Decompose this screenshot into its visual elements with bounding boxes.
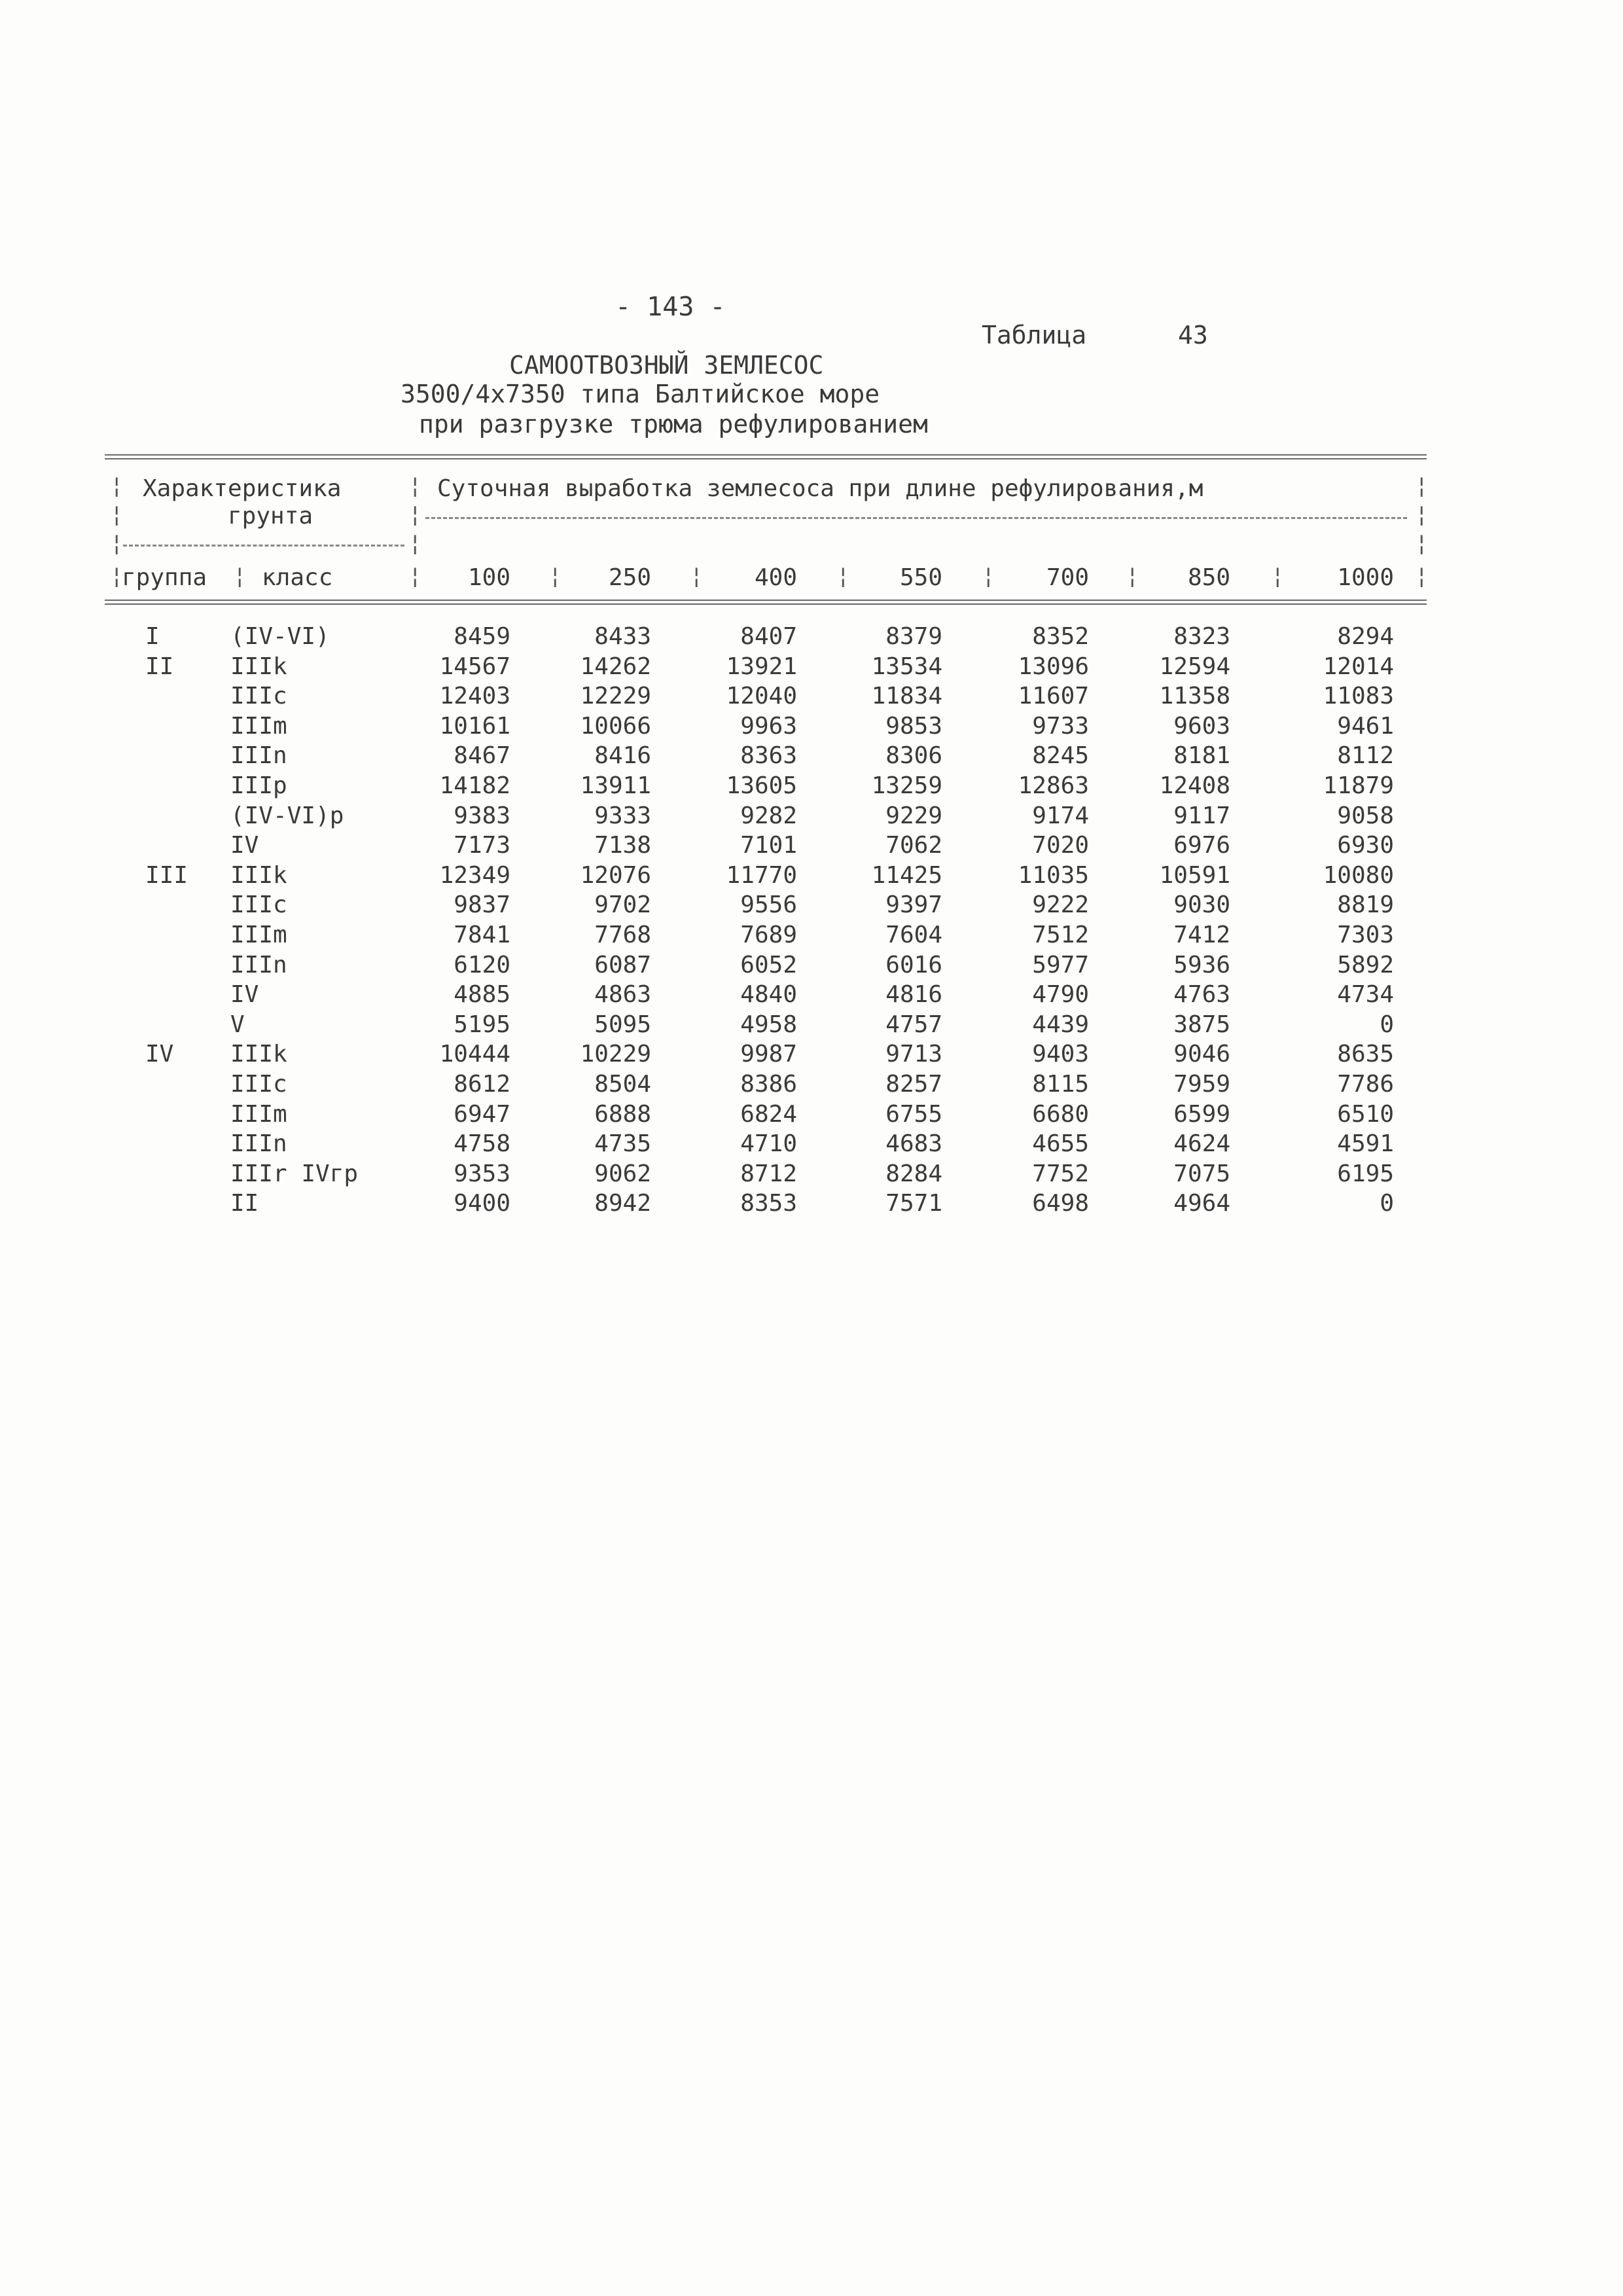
value-cell: 12040 <box>726 683 797 709</box>
class-cell: (IV-VI) <box>230 623 330 650</box>
value-cell: 11770 <box>726 862 797 889</box>
value-cell: 8323 <box>1173 623 1230 650</box>
value-cell: 9461 <box>1337 713 1394 740</box>
value-cell: 6888 <box>594 1101 651 1128</box>
class-cell: IIIr IVгр <box>230 1160 359 1187</box>
distance-header-400: 400 <box>754 564 797 591</box>
value-cell: 7571 <box>885 1190 942 1217</box>
value-cell: 13911 <box>580 772 651 799</box>
value-cell: 7173 <box>454 832 510 859</box>
class-cell: IIIm <box>230 1101 287 1128</box>
value-cell: 7062 <box>885 832 942 859</box>
value-cell: 6930 <box>1337 832 1394 859</box>
distance-header-1000: 1000 <box>1337 564 1394 591</box>
value-cell: 9117 <box>1173 802 1230 829</box>
class-cell: (IV-VI)p <box>230 802 344 829</box>
class-cell: IV <box>230 832 259 859</box>
value-cell: 8942 <box>594 1190 651 1217</box>
value-cell: 10066 <box>580 713 651 740</box>
value-cell: 8612 <box>454 1071 510 1098</box>
soil-characteristic-header: Характеристика <box>143 475 342 502</box>
column-separator: ¦ <box>408 563 422 589</box>
page-number: - 143 - <box>615 292 726 322</box>
value-cell: 9713 <box>885 1041 942 1067</box>
column-separator: ¦ <box>233 563 247 589</box>
value-cell: 13605 <box>726 772 797 799</box>
column-separator: ¦ <box>110 530 124 556</box>
value-cell: 8294 <box>1337 623 1394 650</box>
value-cell: 4964 <box>1173 1190 1230 1217</box>
class-cell: IIIn <box>230 742 287 769</box>
value-cell: 9058 <box>1337 802 1394 829</box>
value-cell: 4735 <box>594 1130 651 1157</box>
value-cell: 9987 <box>740 1041 797 1067</box>
value-cell: 8504 <box>594 1071 651 1098</box>
value-cell: 4863 <box>594 981 651 1008</box>
value-cell: 6087 <box>594 952 651 978</box>
value-cell: 8712 <box>740 1160 797 1187</box>
value-cell: 9733 <box>1032 713 1089 740</box>
column-separator: ¦ <box>110 563 124 589</box>
value-cell: 4885 <box>454 981 510 1008</box>
value-cell: 4763 <box>1173 981 1230 1008</box>
value-cell: 4757 <box>885 1011 942 1038</box>
value-cell: 9400 <box>454 1190 510 1217</box>
class-cell: IIIc <box>230 683 287 709</box>
value-cell: 6680 <box>1032 1101 1089 1128</box>
column-separator: ¦ <box>1126 563 1139 589</box>
distance-header-100: 100 <box>467 564 510 591</box>
value-cell: 8257 <box>885 1071 942 1098</box>
value-cell: 4624 <box>1173 1130 1230 1157</box>
value-cell: 12594 <box>1159 653 1230 680</box>
class-cell: IIIk <box>230 1041 287 1067</box>
value-cell: 9556 <box>740 891 797 918</box>
distance-header-250: 250 <box>608 564 651 591</box>
value-cell: 13534 <box>871 653 942 680</box>
group-header: группа <box>122 564 207 591</box>
column-separator: ¦ <box>1415 530 1429 556</box>
group-cell: IV <box>145 1041 174 1067</box>
value-cell: 10080 <box>1323 862 1394 889</box>
top-rule-double <box>105 458 1427 459</box>
header-bottom-rule <box>105 600 1427 601</box>
class-header: класс <box>262 564 333 591</box>
value-cell: 4816 <box>885 981 942 1008</box>
value-cell: 10444 <box>439 1041 510 1067</box>
column-separator: ¦ <box>408 501 422 528</box>
value-cell: 4790 <box>1032 981 1089 1008</box>
value-cell: 9702 <box>594 891 651 918</box>
value-cell: 9397 <box>885 891 942 918</box>
title-line-3: при разгрузке трюма рефулированием <box>419 410 928 439</box>
value-cell: 11834 <box>871 683 942 709</box>
value-cell: 8245 <box>1032 742 1089 769</box>
value-cell: 8306 <box>885 742 942 769</box>
value-cell: 9174 <box>1032 802 1089 829</box>
value-cell: 11607 <box>1018 683 1089 709</box>
class-cell: IV <box>230 981 259 1008</box>
value-cell: 6976 <box>1173 832 1230 859</box>
value-cell: 5195 <box>454 1011 510 1038</box>
value-cell: 6599 <box>1173 1101 1230 1128</box>
value-cell: 6195 <box>1337 1160 1394 1187</box>
value-cell: 12408 <box>1159 772 1230 799</box>
value-cell: 8433 <box>594 623 651 650</box>
column-separator: ¦ <box>1415 501 1429 528</box>
value-cell: 7786 <box>1337 1071 1394 1098</box>
value-cell: 9046 <box>1173 1041 1230 1067</box>
value-cell: 7101 <box>740 832 797 859</box>
value-cell: 9062 <box>594 1160 651 1187</box>
header-dash-rule <box>425 517 1407 519</box>
value-cell: 10591 <box>1159 862 1230 889</box>
table-number: 43 <box>1178 321 1208 350</box>
value-cell: 8467 <box>454 742 510 769</box>
value-cell: 4710 <box>740 1130 797 1157</box>
value-cell: 0 <box>1380 1190 1394 1217</box>
value-cell: 0 <box>1380 1011 1394 1038</box>
value-cell: 9333 <box>594 802 651 829</box>
class-cell: IIIm <box>230 922 287 948</box>
value-cell: 9403 <box>1032 1041 1089 1067</box>
group-cell: II <box>145 653 174 680</box>
value-cell: 6120 <box>454 952 510 978</box>
value-cell: 14567 <box>439 653 510 680</box>
value-cell: 7138 <box>594 832 651 859</box>
value-cell: 7303 <box>1337 922 1394 948</box>
value-cell: 3875 <box>1173 1011 1230 1038</box>
value-cell: 13921 <box>726 653 797 680</box>
top-rule <box>105 454 1427 456</box>
column-separator: ¦ <box>408 473 422 499</box>
column-separator: ¦ <box>110 501 124 528</box>
value-cell: 10161 <box>439 713 510 740</box>
value-cell: 4655 <box>1032 1130 1089 1157</box>
class-cell: IIIc <box>230 1071 287 1098</box>
value-cell: 11425 <box>871 862 942 889</box>
value-cell: 4683 <box>885 1130 942 1157</box>
group-cell: III <box>145 862 188 889</box>
value-cell: 7075 <box>1173 1160 1230 1187</box>
value-cell: 6052 <box>740 952 797 978</box>
title-line-2: 3500/4х7350 типа Балтийское море <box>401 380 880 408</box>
value-cell: 6755 <box>885 1101 942 1128</box>
value-cell: 12349 <box>439 862 510 889</box>
value-cell: 6510 <box>1337 1101 1394 1128</box>
value-cell: 4840 <box>740 981 797 1008</box>
class-cell: II <box>230 1190 259 1217</box>
column-separator: ¦ <box>1271 563 1285 589</box>
value-cell: 7020 <box>1032 832 1089 859</box>
soil-characteristic-header-2: грунта <box>228 503 313 529</box>
class-cell: IIIn <box>230 952 287 978</box>
value-cell: 8284 <box>885 1160 942 1187</box>
value-cell: 4591 <box>1337 1130 1394 1157</box>
value-cell: 11879 <box>1323 772 1394 799</box>
title-line-1: САМООТВОЗНЫЙ ЗЕМЛЕСОС <box>509 351 824 380</box>
column-separator: ¦ <box>982 563 995 589</box>
value-cell: 13259 <box>871 772 942 799</box>
distance-header-850: 850 <box>1187 564 1230 591</box>
value-cell: 7412 <box>1173 922 1230 948</box>
value-cell: 12863 <box>1018 772 1089 799</box>
value-cell: 8112 <box>1337 742 1394 769</box>
class-cell: IIIc <box>230 891 287 918</box>
value-cell: 6498 <box>1032 1190 1089 1217</box>
column-separator: ¦ <box>1415 473 1429 499</box>
value-cell: 4958 <box>740 1011 797 1038</box>
value-cell: 7752 <box>1032 1160 1089 1187</box>
column-separator: ¦ <box>690 563 704 589</box>
value-cell: 12229 <box>580 683 651 709</box>
value-cell: 10229 <box>580 1041 651 1067</box>
value-cell: 12076 <box>580 862 651 889</box>
value-cell: 9837 <box>454 891 510 918</box>
value-cell: 7768 <box>594 922 651 948</box>
value-cell: 6824 <box>740 1101 797 1128</box>
value-cell: 11083 <box>1323 683 1394 709</box>
value-cell: 4439 <box>1032 1011 1089 1038</box>
value-cell: 9222 <box>1032 891 1089 918</box>
value-cell: 11358 <box>1159 683 1230 709</box>
value-cell: 8407 <box>740 623 797 650</box>
value-cell: 4758 <box>454 1130 510 1157</box>
class-cell: IIIk <box>230 653 287 680</box>
value-cell: 14182 <box>439 772 510 799</box>
value-cell: 5977 <box>1032 952 1089 978</box>
value-cell: 8819 <box>1337 891 1394 918</box>
column-separator: ¦ <box>110 473 124 499</box>
value-cell: 12403 <box>439 683 510 709</box>
table-label: Таблица <box>982 321 1087 350</box>
distance-header-700: 700 <box>1046 564 1089 591</box>
output-header: Суточная выработка землесоса при длине рефулирования,м <box>437 475 1204 502</box>
class-cell: IIIp <box>230 772 287 799</box>
value-cell: 8115 <box>1032 1071 1089 1098</box>
column-separator: ¦ <box>548 563 562 589</box>
header-dash-rule <box>123 545 404 547</box>
column-separator: ¦ <box>408 530 422 556</box>
value-cell: 8635 <box>1337 1041 1394 1067</box>
header-bottom-rule-double <box>105 603 1427 605</box>
column-separator: ¦ <box>1415 563 1429 589</box>
value-cell: 13096 <box>1018 653 1089 680</box>
value-cell: 9030 <box>1173 891 1230 918</box>
distance-header-550: 550 <box>899 564 942 591</box>
value-cell: 9963 <box>740 713 797 740</box>
value-cell: 12014 <box>1323 653 1394 680</box>
value-cell: 4734 <box>1337 981 1394 1008</box>
class-cell: IIIm <box>230 713 287 740</box>
value-cell: 8386 <box>740 1071 797 1098</box>
class-cell: IIIn <box>230 1130 287 1157</box>
class-cell: IIIk <box>230 862 287 889</box>
value-cell: 9383 <box>454 802 510 829</box>
value-cell: 5892 <box>1337 952 1394 978</box>
value-cell: 7841 <box>454 922 510 948</box>
value-cell: 11035 <box>1018 862 1089 889</box>
value-cell: 8416 <box>594 742 651 769</box>
value-cell: 7689 <box>740 922 797 948</box>
value-cell: 7959 <box>1173 1071 1230 1098</box>
value-cell: 7512 <box>1032 922 1089 948</box>
class-cell: V <box>230 1011 245 1038</box>
value-cell: 9229 <box>885 802 942 829</box>
value-cell: 9353 <box>454 1160 510 1187</box>
value-cell: 8459 <box>454 623 510 650</box>
value-cell: 5936 <box>1173 952 1230 978</box>
value-cell: 9853 <box>885 713 942 740</box>
value-cell: 9282 <box>740 802 797 829</box>
group-cell: I <box>145 623 160 650</box>
value-cell: 9603 <box>1173 713 1230 740</box>
value-cell: 8363 <box>740 742 797 769</box>
value-cell: 6947 <box>454 1101 510 1128</box>
value-cell: 8379 <box>885 623 942 650</box>
value-cell: 8181 <box>1173 742 1230 769</box>
value-cell: 8353 <box>740 1190 797 1217</box>
value-cell: 14262 <box>580 653 651 680</box>
value-cell: 6016 <box>885 952 942 978</box>
value-cell: 8352 <box>1032 623 1089 650</box>
column-separator: ¦ <box>836 563 850 589</box>
value-cell: 5095 <box>594 1011 651 1038</box>
value-cell: 7604 <box>885 922 942 948</box>
